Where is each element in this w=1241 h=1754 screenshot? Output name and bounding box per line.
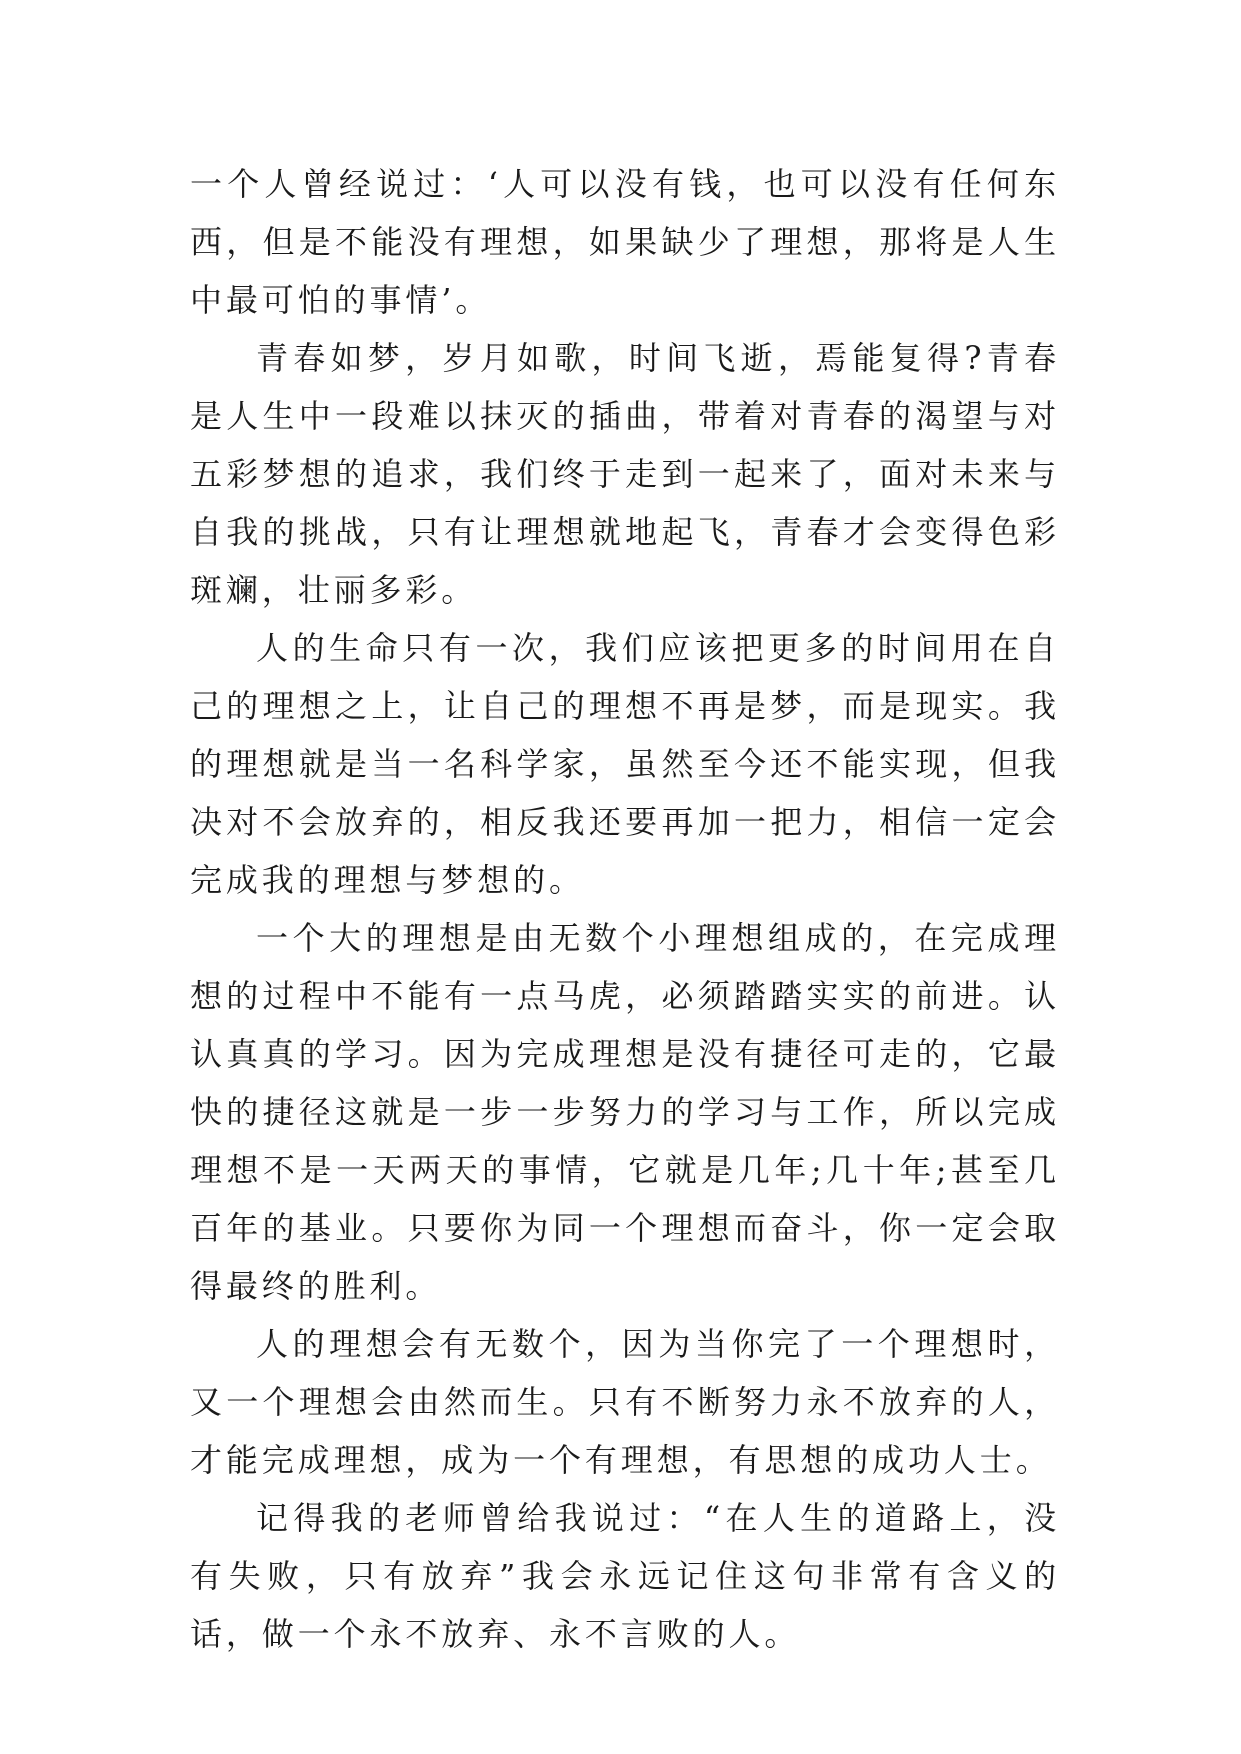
paragraph-6: 记得我的老师曾给我说过：“在人生的道路上，没有失败，只有放弃”我会永远记住这句非常有含义的话，做一个永不放弃、永不言败的人。: [190, 1499, 1060, 1653]
paragraph-1: 一个人曾经说过：‘人可以没有钱，也可以没有任何东西，但是不能没有理想，如果缺少了理想，那将是人生中最可怕的事情’。: [190, 165, 1060, 319]
paragraph-3: 人的生命只有一次，我们应该把更多的时间用在自己的理想之上，让自己的理想不再是梦，而是现实。我的理想就是当一名科学家，虽然至今还不能实现，但我决对不会放弃的，相反我还要再加一把力，相信一定会完成我的理想与梦想的。: [190, 629, 1060, 899]
paragraph-5: 人的理想会有无数个，因为当你完了一个理想时，又一个理想会由然而生。只有不断努力永不放弃的人，才能完成理想，成为一个有理想，有思想的成功人士。: [190, 1325, 1060, 1479]
document-body: [190, 155, 1060, 1663]
paragraph-4: 一个大的理想是由无数个小理想组成的，在完成理想的过程中不能有一点马虎，必须踏踏实实的前进。认认真真的学习。因为完成理想是没有捷径可走的，它最快的捷径这就是一步一步努力的学习与工作，所以完成理想不是一天两天的事情，它就是几年;几十年;甚至几百年的基业。只要你为同一个理想而奋斗，你一定会取得最终的胜利。: [190, 919, 1060, 1305]
paragraph-2: 青春如梦，岁月如歌，时间飞逝，焉能复得?青春是人生中一段难以抹灭的插曲，带着对青春的渴望与对五彩梦想的追求，我们终于走到一起来了，面对未来与自我的挑战，只有让理想就地起飞，青春才会变得色彩斑斓，壮丽多彩。: [190, 339, 1060, 609]
